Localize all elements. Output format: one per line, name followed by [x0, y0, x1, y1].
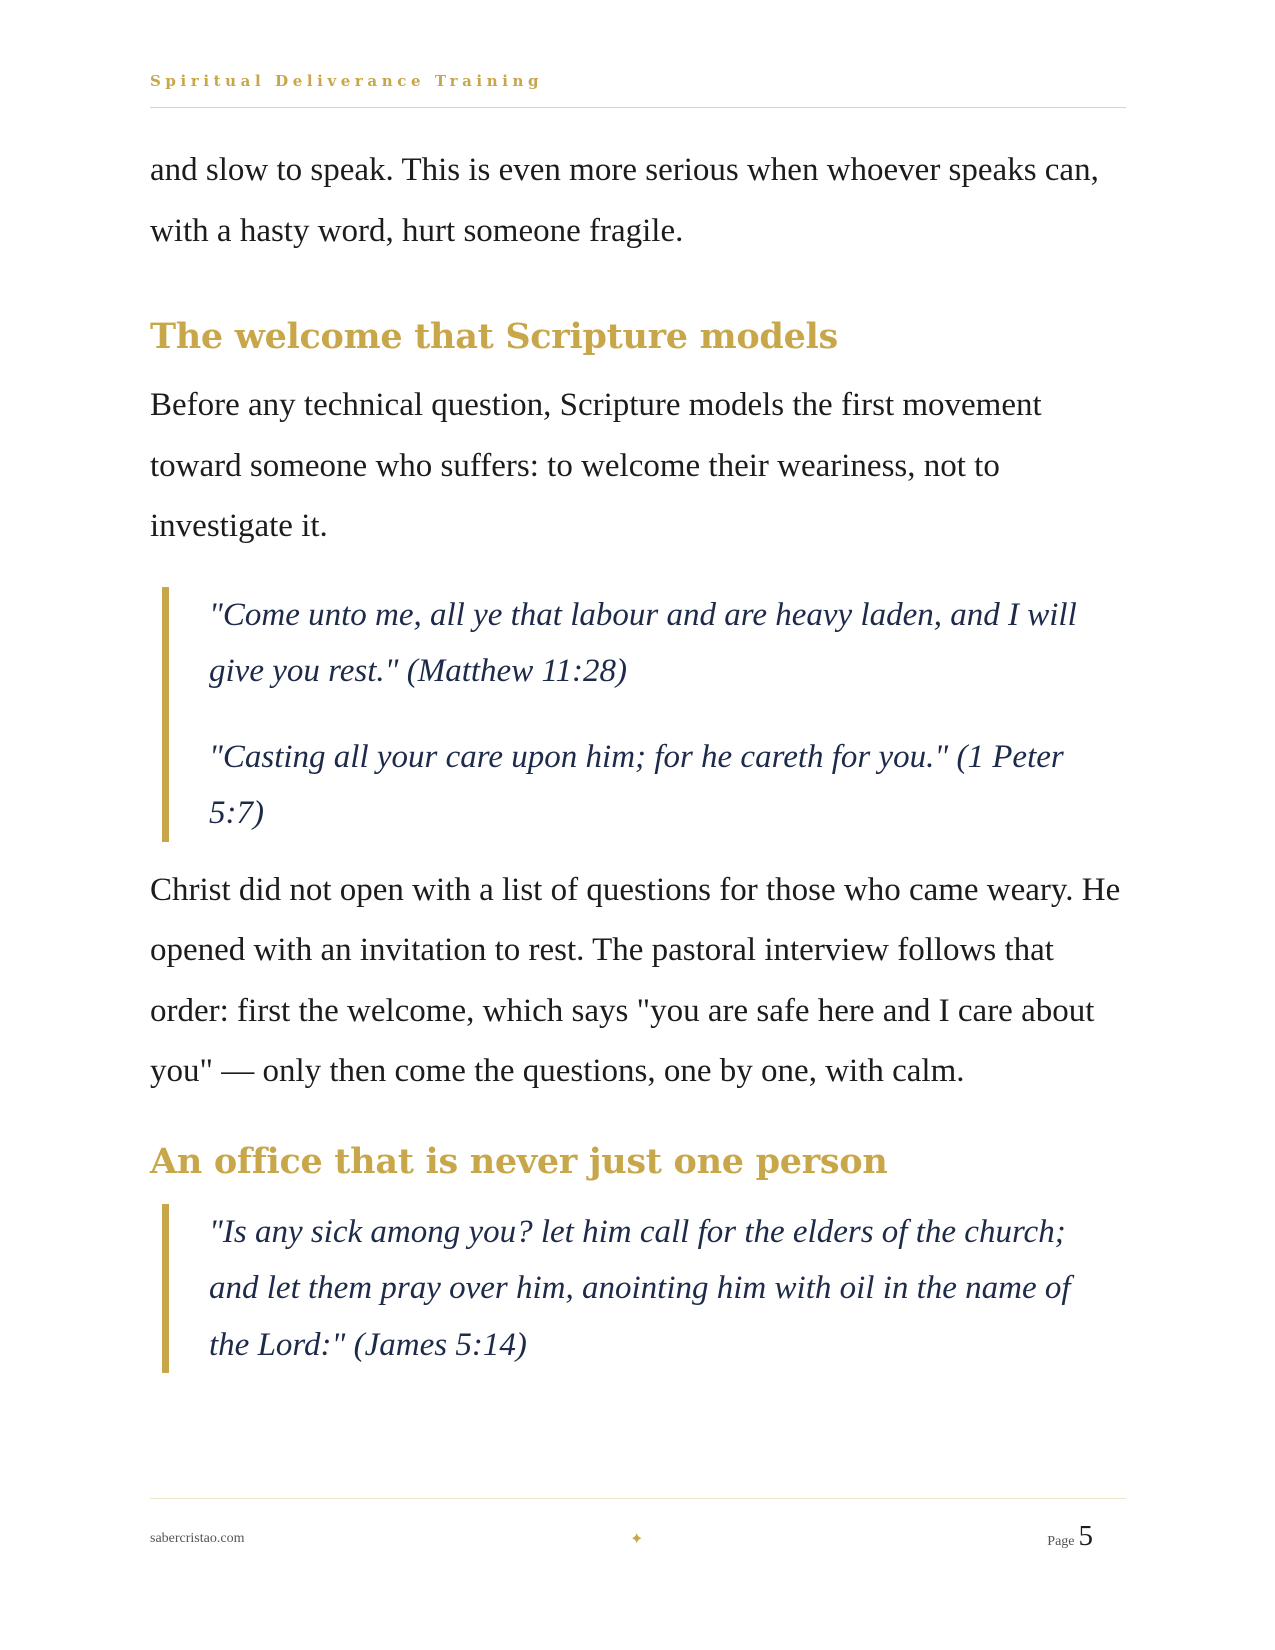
section-paragraph-welcome: Before any technical question, Scripture models the first movement toward someone who suffers: to welcome their weariness, not to investigate it.	[150, 387, 1042, 544]
footer-divider	[150, 1498, 1126, 1499]
section-heading-welcome: The welcome that Scripture models	[150, 316, 838, 357]
page-label: Page	[1047, 1534, 1075, 1549]
running-header: Spiritual Deliverance Training	[150, 72, 544, 90]
section-paragraph-christ: Christ did not open with a list of questions for those who came weary. He opened with an invitation to rest. The pastoral interview follows that order: first the welcome, which says "you are safe here and I care about you" — only then come the questions, one by one, with calm.	[150, 871, 1121, 1089]
page-content	[150, 140, 1126, 1373]
footer-site-name: sabercristao.com	[150, 1531, 245, 1546]
star-ornament-icon: ✦	[630, 1529, 644, 1548]
scripture-blockquote	[162, 587, 1089, 842]
scripture-quote-peter: "Casting all your care upon him; for he careth for you." (1 Peter 5:7)	[209, 738, 1064, 831]
page-number-value: 5	[1078, 1520, 1093, 1552]
scripture-quote-james: "Is any sick among you? let him call for the elders of the church; and let them pray over him, anointing him with oil in the name of the Lord:" (James 5:14)	[209, 1213, 1071, 1363]
scripture-blockquote-james	[162, 1204, 1089, 1374]
section-heading-office: An office that is never just one person	[150, 1140, 888, 1182]
page-number	[1047, 1520, 1093, 1553]
header-divider	[150, 107, 1126, 108]
intro-paragraph: and slow to speak. This is even more serious when whoever speaks can, with a hasty word, hurt someone fragile.	[150, 152, 1099, 249]
scripture-quote-matthew: "Come unto me, all ye that labour and are heavy laden, and I will give you rest." (Matthew 11:28)	[209, 596, 1077, 689]
